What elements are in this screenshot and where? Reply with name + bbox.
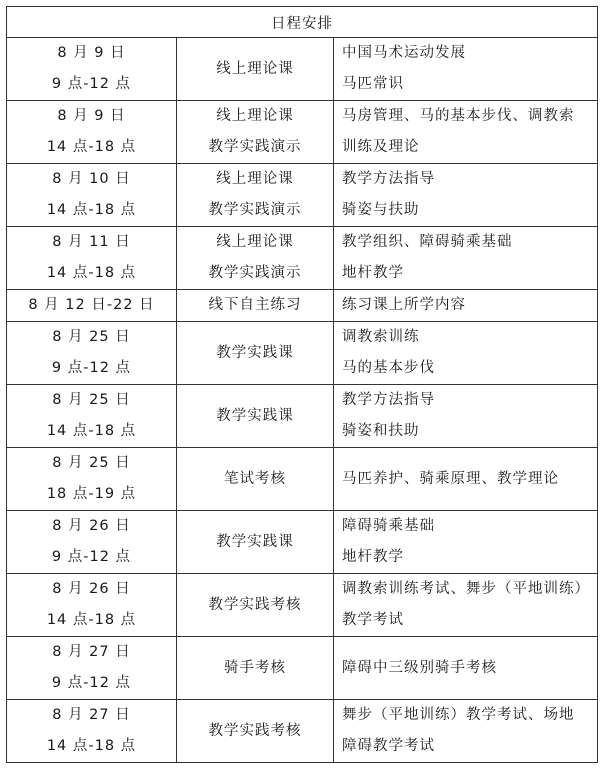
type-text: 教学实践课 [216, 407, 294, 424]
date-cell [7, 164, 177, 227]
date-text: 8 月 27 日 [52, 644, 131, 660]
table-row [7, 448, 598, 511]
schedule-table [6, 6, 598, 763]
type-text: 教学实践演示 [208, 265, 302, 281]
type-cell [177, 164, 334, 227]
table-row [7, 574, 598, 637]
content-text: 教学方法指导 [342, 392, 435, 408]
time-text: 9 点-12 点 [51, 76, 132, 92]
date-text: 8 月 25 日 [52, 329, 131, 345]
content-text: 地杆教学 [342, 265, 404, 281]
content-cell [334, 227, 598, 290]
type-text: 骑手考核 [224, 659, 286, 676]
content-cell [334, 322, 598, 385]
date-text: 8 月 11 日 [52, 234, 131, 250]
content-text: 骑姿和扶助 [342, 423, 420, 439]
date-text: 8 月 9 日 [57, 108, 126, 124]
type-text: 线上理论课 [216, 108, 294, 124]
type-cell [177, 700, 334, 763]
time-text: 14 点-18 点 [46, 202, 137, 218]
time-text: 18 点-19 点 [46, 486, 137, 502]
content-text: 障碍骑乘基础 [342, 518, 435, 534]
table-row [7, 164, 598, 227]
type-text: 线下自主练习 [208, 297, 302, 313]
table-row [7, 322, 598, 385]
date-cell [7, 574, 177, 637]
time-text: 14 点-18 点 [46, 738, 137, 754]
table-row [7, 290, 598, 322]
time-text: 9 点-12 点 [51, 360, 132, 376]
date-cell [7, 637, 177, 700]
type-cell [177, 322, 334, 385]
type-cell [177, 511, 334, 574]
content-cell [334, 164, 598, 227]
date-cell [7, 385, 177, 448]
table-row [7, 511, 598, 574]
date-cell [7, 322, 177, 385]
time-text: 9 点-12 点 [51, 675, 132, 691]
date-cell [7, 290, 177, 322]
type-text: 教学实践课 [216, 344, 294, 361]
date-cell [7, 448, 177, 511]
type-cell [177, 637, 334, 700]
date-cell [7, 511, 177, 574]
time-text: 14 点-18 点 [46, 265, 137, 281]
time-text: 9 点-12 点 [51, 549, 132, 565]
type-text: 教学实践考核 [208, 596, 302, 613]
title-row [7, 7, 598, 38]
date-text: 8 月 26 日 [52, 518, 131, 534]
content-text: 舞步（平地训练）教学考试、场地 [342, 707, 575, 723]
content-cell [334, 290, 598, 322]
content-text: 教学考试 [342, 612, 404, 628]
time-text: 14 点-18 点 [46, 612, 137, 628]
content-text: 教学组织、障碍骑乘基础 [342, 234, 513, 250]
content-text: 障碍教学考试 [342, 738, 435, 754]
content-cell [334, 385, 598, 448]
table-row [7, 38, 598, 101]
content-text: 马房管理、马的基本步伐、调教索 [342, 108, 575, 124]
content-text: 马的基本步伐 [342, 360, 435, 376]
type-cell [177, 227, 334, 290]
time-text: 14 点-18 点 [46, 139, 137, 155]
content-cell [334, 574, 598, 637]
content-text: 调教索训练 [342, 329, 420, 345]
date-text: 8 月 10 日 [52, 171, 131, 187]
date-text: 8 月 25 日 [52, 455, 131, 471]
type-cell [177, 38, 334, 101]
date-cell [7, 38, 177, 101]
date-text: 8 月 12 日-22 日 [28, 297, 155, 313]
table-row [7, 637, 598, 700]
table-title: 日程安排 [7, 7, 598, 38]
table-row [7, 227, 598, 290]
content-cell [334, 101, 598, 164]
content-text: 调教索训练考试、舞步（平地训练） [342, 581, 590, 597]
date-cell [7, 101, 177, 164]
content-text: 马匹常识 [342, 76, 404, 92]
content-cell [334, 511, 598, 574]
time-text: 14 点-18 点 [46, 423, 137, 439]
content-text: 中国马术运动发展 [342, 45, 466, 61]
content-text: 训练及理论 [342, 139, 420, 155]
date-cell [7, 700, 177, 763]
content-cell [334, 637, 598, 700]
table-row [7, 700, 598, 763]
type-text: 线上理论课 [216, 60, 294, 77]
content-text: 练习课上所学内容 [342, 297, 466, 313]
type-text: 笔试考核 [224, 470, 286, 487]
type-text: 线上理论课 [216, 171, 294, 187]
type-cell [177, 448, 334, 511]
content-text: 教学方法指导 [342, 171, 435, 187]
content-text: 障碍中三级别骑手考核 [342, 659, 497, 676]
type-cell [177, 574, 334, 637]
type-cell [177, 385, 334, 448]
date-cell [7, 227, 177, 290]
date-text: 8 月 27 日 [52, 707, 131, 723]
type-text: 教学实践演示 [208, 139, 302, 155]
content-text: 骑姿与扶助 [342, 202, 420, 218]
content-cell [334, 38, 598, 101]
content-text: 地杆教学 [342, 549, 404, 565]
table-row [7, 101, 598, 164]
type-text: 教学实践演示 [208, 202, 302, 218]
content-text: 马匹养护、骑乘原理、教学理论 [342, 470, 559, 487]
type-cell [177, 101, 334, 164]
type-text: 教学实践课 [216, 533, 294, 550]
table-row [7, 385, 598, 448]
type-text: 教学实践考核 [208, 722, 302, 739]
content-cell [334, 700, 598, 763]
date-text: 8 月 26 日 [52, 581, 131, 597]
date-text: 8 月 25 日 [52, 392, 131, 408]
type-cell [177, 290, 334, 322]
type-text: 线上理论课 [216, 234, 294, 250]
content-cell [334, 448, 598, 511]
date-text: 8 月 9 日 [57, 45, 126, 61]
